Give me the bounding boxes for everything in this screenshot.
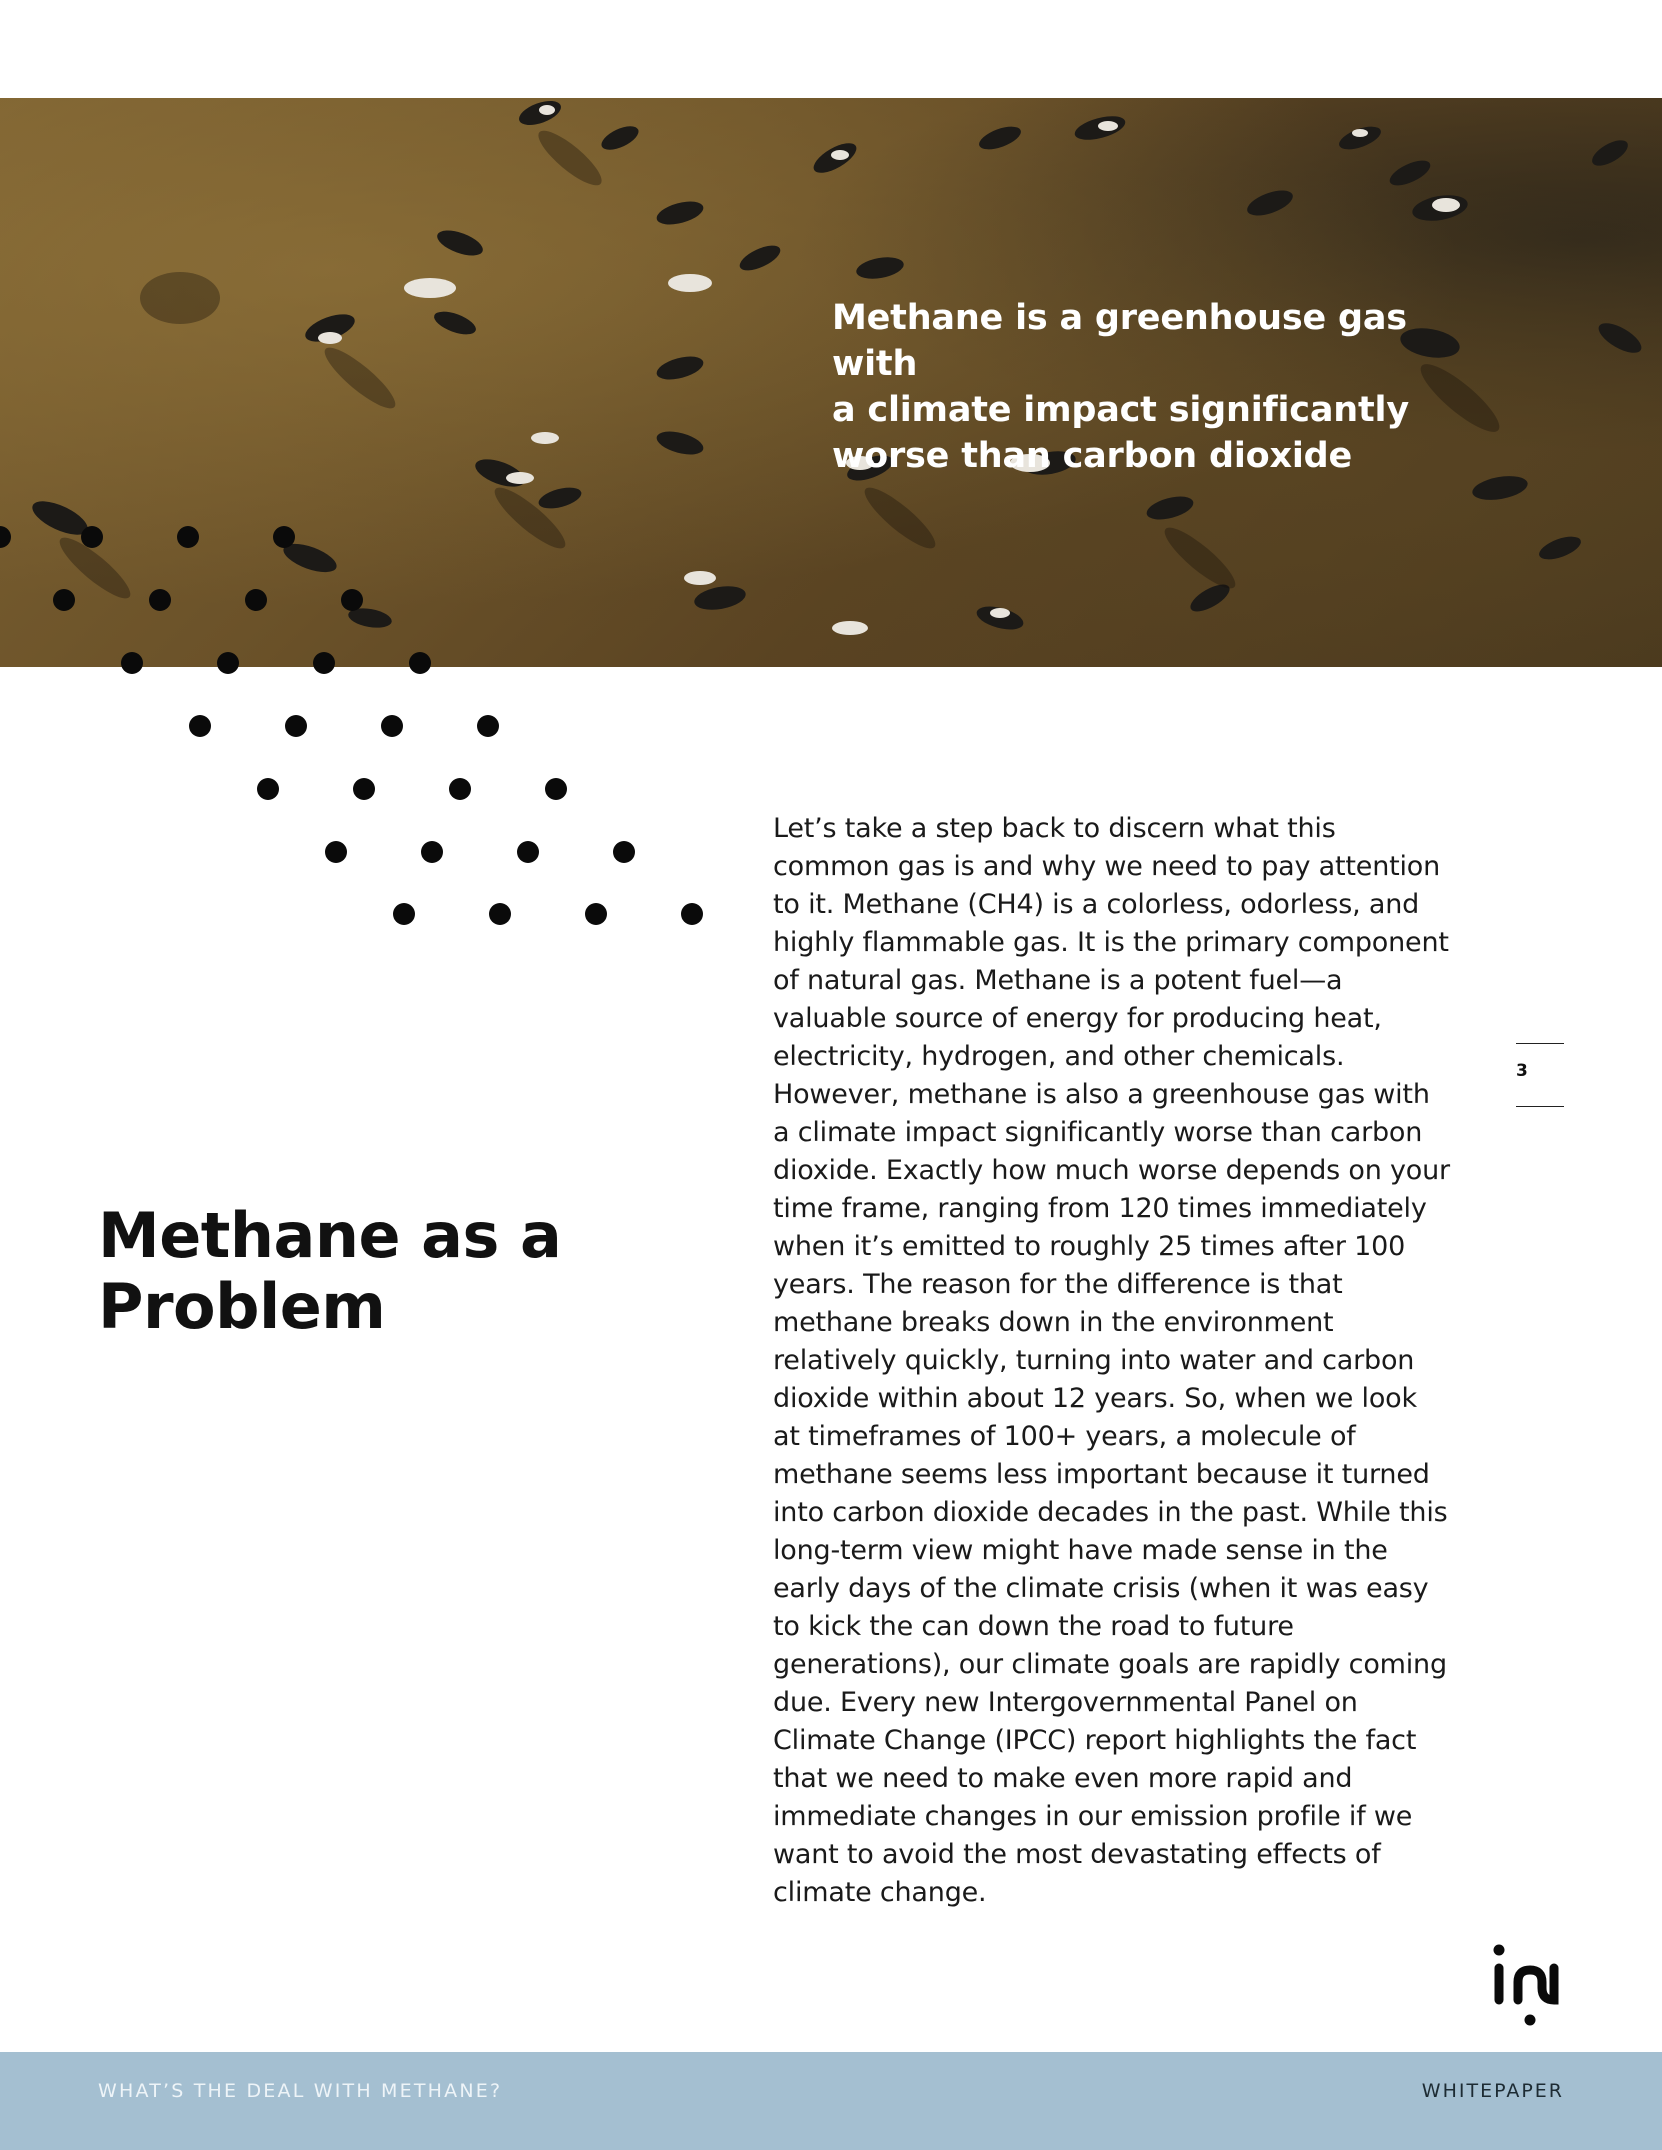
quote-line: Methane is a greenhouse gas with bbox=[832, 298, 1407, 384]
page-footer bbox=[0, 2052, 1662, 2150]
dot-grid bbox=[0, 526, 703, 925]
quote-line: worse than carbon dioxide bbox=[832, 436, 1353, 476]
body-paragraph: Let’s take a step back to discern what this common gas is and why we need to pay attention to it. Methane (CH4) is a colorless, odorless, and highly flammable gas. It is the primary component of natural gas. Methane is a potent fuel—a valuable source of energy for producing heat, electricity, hydrogen, and other chemicals. However, methane is also a greenhouse gas with a climate impact significantly worse than carbon dioxide. Exactly how much worse depends on your time frame, ranging from 120 times immediately when it’s emitted to roughly 25 times after 100 years. The reason for the difference is that methane breaks down in the environment relatively quickly, turning into water and carbon dioxide within about 12 years. So, when we look at timeframes of 100+ years, a molecule of methane seems less important because it turned into carbon dioxide decades in the past. While this long-term view might have made sense in the early days of the climate crisis (when it was easy to kick the can down the road to future generations), our climate goals are rapidly coming due. Every new Intergovernmental Panel on Climate Change (IPCC) report highlights the fact that we need to make even more rapid and immediate changes in our emission profile if we want to avoid the most devastating effects of climate change. bbox=[773, 813, 1450, 1908]
section-heading bbox=[98, 1200, 658, 1342]
hero-pull-quote bbox=[832, 295, 1452, 479]
heading-line: Problem bbox=[98, 1270, 386, 1343]
footer-title: WHAT’S THE DEAL WITH METHANE? bbox=[98, 2080, 503, 2102]
dot-pattern bbox=[0, 520, 720, 940]
heading-line: Methane as a bbox=[98, 1199, 562, 1272]
page-number-marker bbox=[1516, 1043, 1564, 1107]
page-number: 3 bbox=[1516, 1061, 1528, 1081]
quote-line: a climate impact significantly bbox=[832, 390, 1409, 430]
brand-logo-icon bbox=[1490, 1938, 1564, 2030]
footer-label: WHITEPAPER bbox=[1421, 2080, 1564, 2102]
